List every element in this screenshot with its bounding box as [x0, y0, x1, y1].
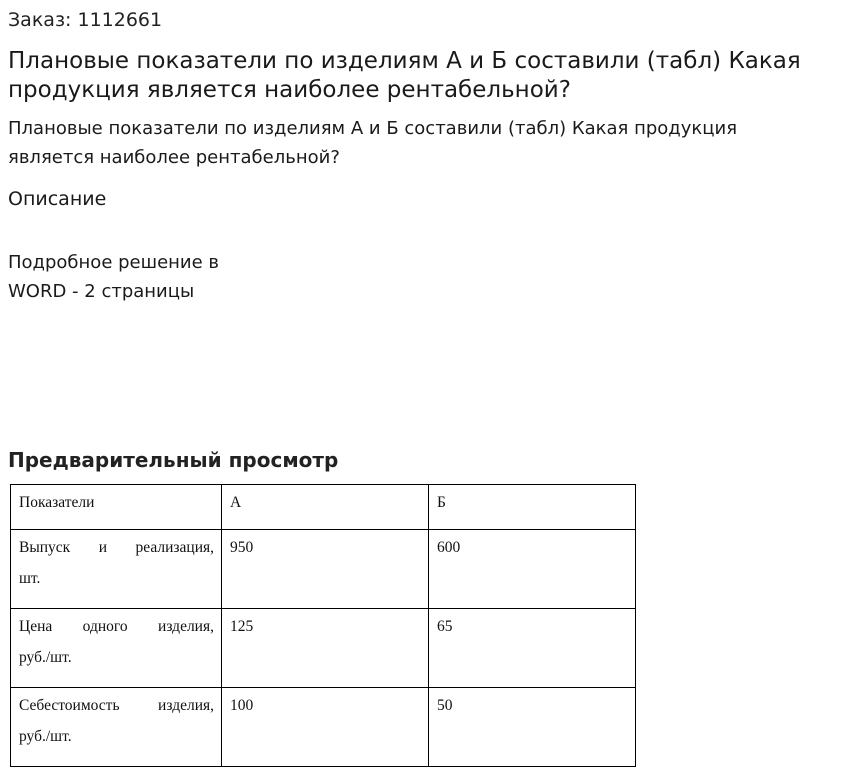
- row-label: [11, 688, 222, 767]
- table-row: [11, 609, 636, 688]
- description-body: [8, 248, 268, 306]
- cell-b: 600: [429, 530, 636, 609]
- row-label-line: Цена одного изделия,: [19, 618, 214, 635]
- cell-b: 65: [429, 609, 636, 688]
- page-title: Плановые показатели по изделиям А и Б составили (табл) Какая продукция является наиболее рентабельной?: [8, 48, 801, 103]
- column-header-a: А: [222, 485, 429, 530]
- column-header-indicators: Показатели: [11, 485, 222, 530]
- order-number: Заказ: 1112661: [8, 9, 163, 31]
- page-subtitle: Плановые показатели по изделиям А и Б составили (табл) Какая продукция является наиболее рентабельной?: [8, 118, 738, 168]
- row-label: [11, 609, 222, 688]
- row-label: [11, 530, 222, 609]
- description-heading: Описание: [8, 188, 107, 210]
- row-label-line: руб./шт.: [19, 728, 72, 745]
- cell-a: 100: [222, 688, 429, 767]
- cell-a: 950: [222, 530, 429, 609]
- table-header-row: [11, 485, 636, 530]
- table-row: [11, 530, 636, 609]
- row-label-line: шт.: [19, 570, 41, 587]
- row-label-line: Выпуск и реализация,: [19, 539, 214, 556]
- column-header-b: Б: [429, 485, 636, 530]
- description-line: WORD - 2 страницы: [8, 281, 195, 302]
- description-line: Подробное решение в: [8, 252, 220, 273]
- row-label-line: Себестоимость изделия,: [19, 697, 214, 714]
- row-label-line: руб./шт.: [19, 649, 72, 666]
- preview-heading: Предварительный просмотр: [8, 448, 339, 472]
- cell-b: 50: [429, 688, 636, 767]
- cell-a: 125: [222, 609, 429, 688]
- table-row: [11, 688, 636, 767]
- preview-table: [10, 484, 636, 767]
